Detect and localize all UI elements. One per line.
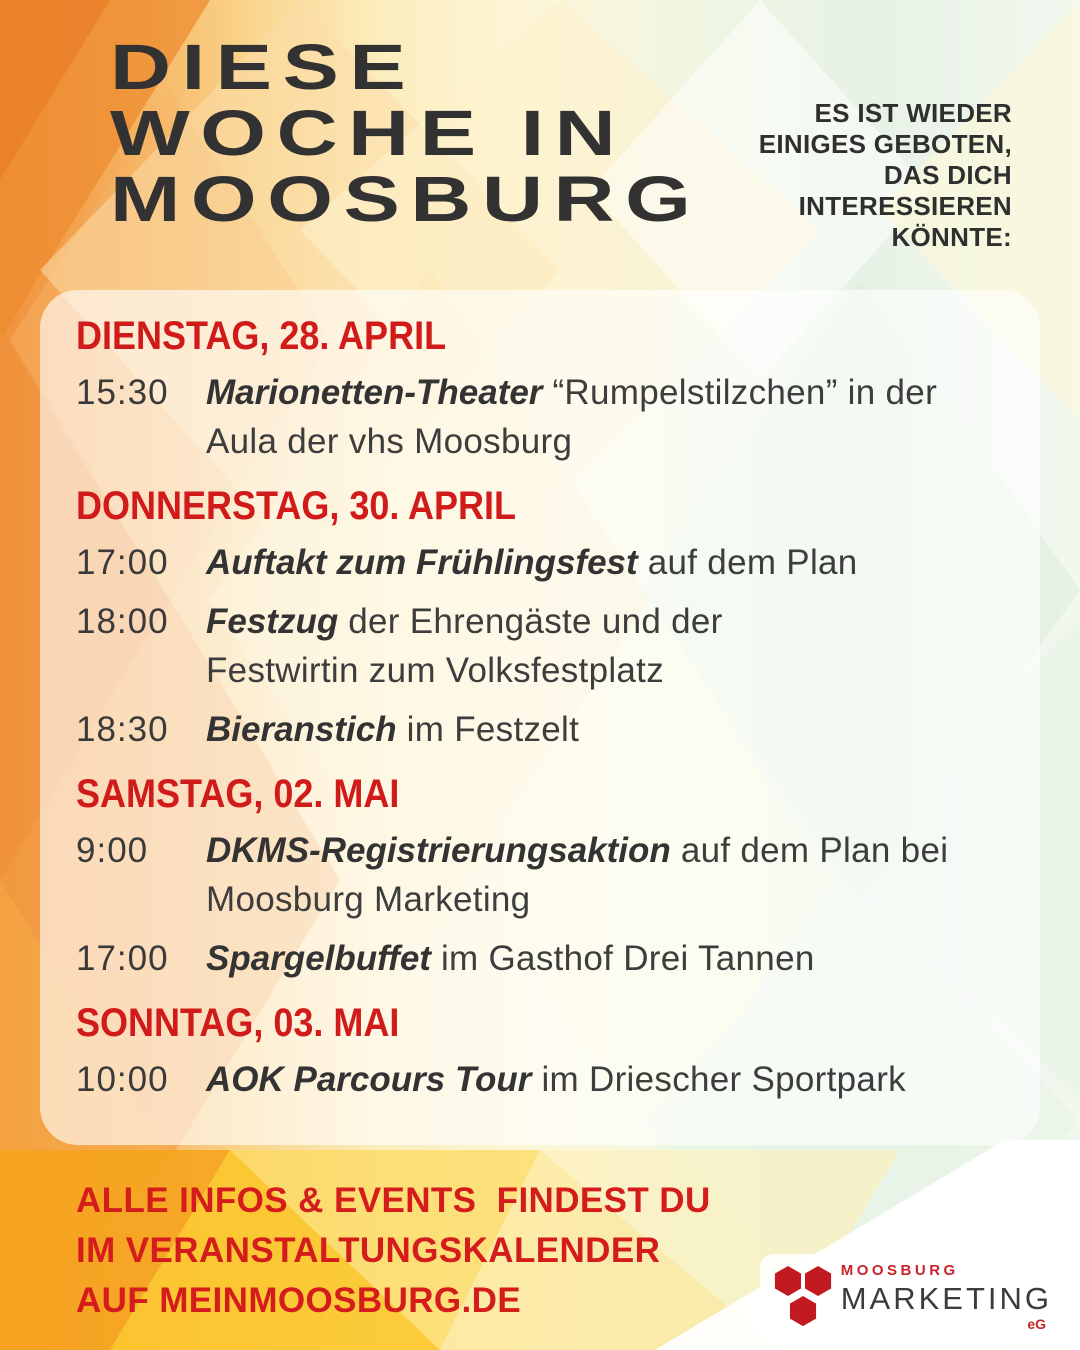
event-details: auf dem Plan bei Moosburg Marketing (206, 831, 949, 919)
event-time: 15:30 (76, 373, 169, 412)
intro-line: DAS DICH (883, 160, 1012, 190)
intro-line: KÖNNTE: (891, 222, 1012, 252)
event-name: Spargelbuffet (206, 939, 431, 978)
hexagons-icon (772, 1264, 834, 1330)
event-description (206, 597, 846, 695)
event-name: Marionetten-Theater (206, 373, 543, 412)
event-time: 18:30 (76, 710, 169, 749)
event-details: “Rumpelstilzchen” in der Aula der vhs Moosburg (206, 373, 938, 461)
event-time: 17:00 (76, 543, 169, 582)
footer-line: ALLE INFOS & EVENTS FINDEST DU (76, 1181, 711, 1220)
event-time: 10:00 (76, 1060, 169, 1099)
page-title (110, 31, 702, 235)
logo-eg-label: eG (1027, 1316, 1046, 1332)
logo-marketing-label: MARKETING (840, 1281, 1052, 1316)
event-time: 18:00 (76, 602, 169, 641)
footer-line: IM VERANSTALTUNGSKALENDER (76, 1231, 661, 1270)
day-section-donnerstag (76, 484, 1004, 754)
event-row (76, 705, 1004, 754)
event-details: auf dem Plan (647, 543, 858, 582)
event-details: im Gasthof Drei Tannen (440, 939, 815, 978)
intro-text (682, 98, 1012, 253)
event-description (206, 368, 998, 466)
event-description (206, 1055, 906, 1104)
event-row (76, 597, 1004, 695)
event-details: der Ehrengäste und der Festwirtin zum Volksfestplatz (206, 602, 723, 690)
event-name: AOK Parcours Tour (206, 1060, 532, 1099)
footer-info (76, 1176, 711, 1326)
title-line: MOOSBURG (110, 163, 702, 235)
event-name: Bieranstich (206, 710, 397, 749)
day-header: DIENSTAG, 28. APRIL (76, 314, 447, 358)
day-header: DONNERSTAG, 30. APRIL (76, 484, 517, 528)
title-line: WOCHE IN (110, 97, 627, 169)
event-description (206, 705, 579, 754)
event-name: Auftakt zum Frühlingsfest (206, 543, 638, 582)
day-header: SONNTAG, 03. MAI (76, 1001, 400, 1045)
event-row (76, 538, 1004, 587)
event-details: im Festzelt (406, 710, 580, 749)
event-details: im Driescher Sportpark (541, 1060, 906, 1099)
intro-line: INTERESSIEREN (798, 191, 1012, 221)
day-section-samstag (76, 772, 1004, 983)
event-row (76, 1055, 1004, 1104)
event-time: 9:00 (76, 831, 149, 870)
moosburg-marketing-logo (760, 1254, 1064, 1340)
logo-text (841, 1262, 1052, 1332)
event-name: Festzug (206, 602, 339, 641)
event-row (76, 826, 1004, 924)
event-time: 17:00 (76, 939, 169, 978)
intro-line: ES IST WIEDER (814, 98, 1012, 128)
event-description (206, 826, 972, 924)
day-header: SAMSTAG, 02. MAI (76, 772, 400, 816)
event-row (76, 368, 1004, 466)
title-line: DIESE (110, 31, 417, 103)
events-panel (40, 290, 1040, 1145)
event-name: DKMS-Registrierungsaktion (206, 831, 671, 870)
event-description (206, 934, 815, 983)
footer-line: AUF MEINMOOSBURG.DE (76, 1281, 522, 1320)
day-section-sonntag (76, 1001, 1004, 1104)
day-section-dienstag (76, 314, 1004, 466)
event-description (206, 538, 858, 587)
intro-line: EINIGES GEBOTEN, (758, 129, 1012, 159)
event-row (76, 934, 1004, 983)
logo-moosburg-label: MOOSBURG (840, 1262, 959, 1279)
